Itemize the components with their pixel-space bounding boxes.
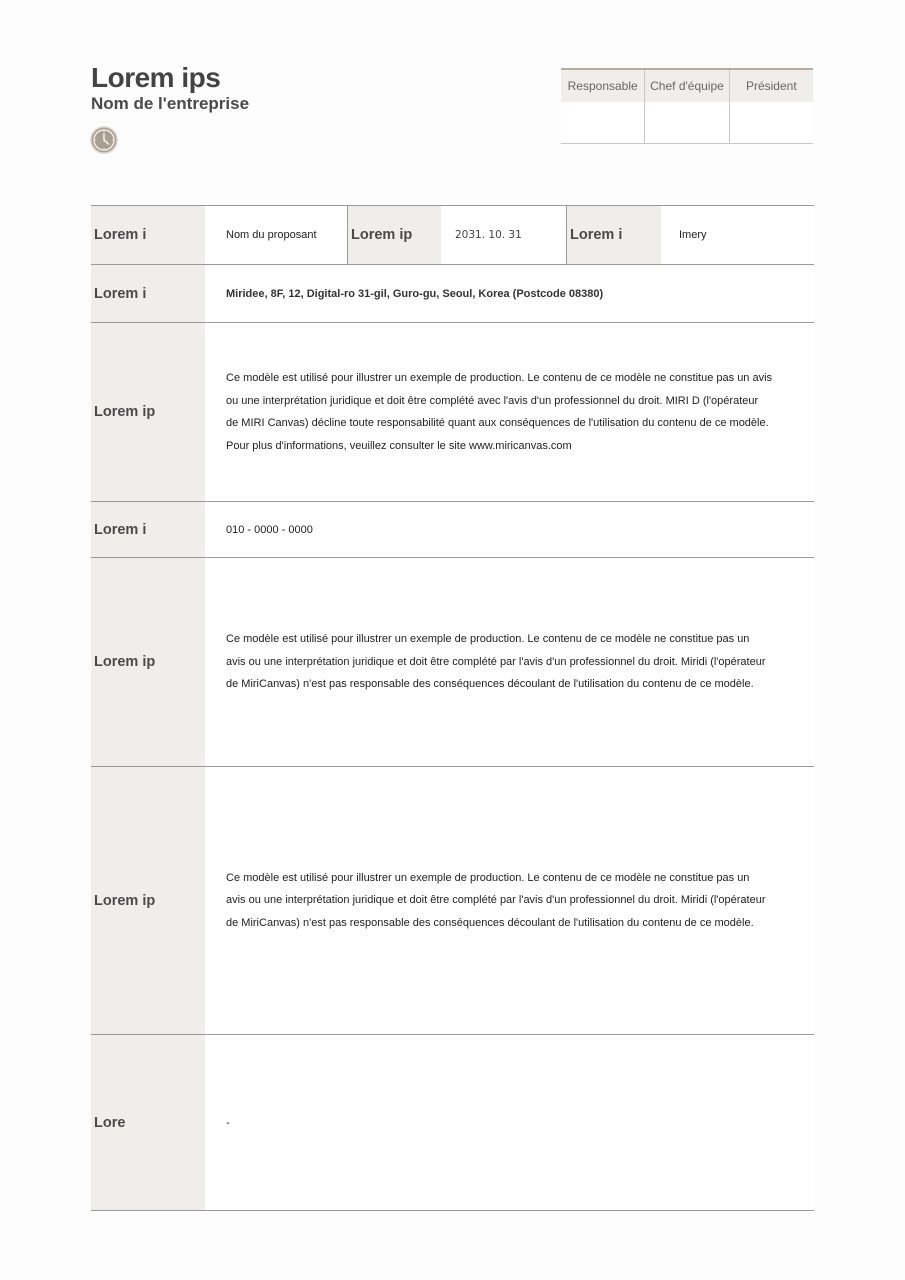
clock-icon [90, 126, 118, 154]
field-label: Lorem ip [91, 323, 205, 501]
form-row-notes [91, 1035, 814, 1211]
content-field-1[interactable] [205, 558, 814, 766]
form-row-address [91, 265, 814, 323]
approval-box [561, 68, 813, 144]
phone-field[interactable]: 010 - 0000 - 0000 [205, 502, 814, 557]
paragraph-line: de MiriCanvas) n'est pas responsable des conséquences découlant de l'utilisation du contenu de ce modèle. [226, 678, 754, 691]
paragraph-line: Ce modèle est utilisé pour illustrer un exemple de production. Le contenu de ce modèle ne constitue pas un [226, 871, 750, 884]
field-label: Lorem ip [91, 558, 205, 766]
form-row-content-2 [91, 767, 814, 1035]
notes-field[interactable]: - [205, 1035, 814, 1210]
field-label: Lorem ip [347, 206, 441, 264]
paragraph-line: Ce modèle est utilisé pour illustrer un exemple de production. Le contenu de ce modèle ne constitue pas un avis [226, 372, 773, 384]
form-row-phone [91, 502, 814, 558]
approval-header-chef: Chef d'équipe [644, 70, 728, 102]
form-row-description [91, 323, 814, 502]
field-label: Lorem i [91, 502, 205, 557]
signature-field-president[interactable] [729, 102, 813, 143]
paragraph-line: avis ou une interprétation juridique et doit être complété par l'avis d'un professionnel du droit. Miridi (l'opérateur [226, 894, 766, 907]
proposer-name-field[interactable]: Nom du proposant [205, 206, 347, 264]
paragraph-line: Ce modèle est utilisé pour illustrer un exemple de production. Le contenu de ce modèle ne constitue pas un [226, 633, 750, 646]
field-label: Lorem i [91, 265, 205, 322]
name-field[interactable]: Imery [661, 206, 814, 264]
signature-field-chef[interactable] [644, 102, 728, 143]
field-label: Lore [91, 1035, 205, 1210]
field-label: Lorem i [566, 206, 661, 264]
signature-field-responsable[interactable] [561, 102, 644, 143]
approval-header-president: Président [729, 70, 813, 102]
field-label: Lorem ip [91, 767, 205, 1034]
form-row-proposer [91, 206, 814, 265]
company-name: Nom de l'entreprise [91, 94, 250, 113]
paragraph-line: Pour plus d'informations, veuillez consulter le site www.miricanvas.com [226, 439, 572, 452]
approval-header-responsable: Responsable [561, 70, 644, 102]
description-field[interactable] [205, 323, 814, 501]
field-label: Lorem i [91, 206, 205, 264]
paragraph-line: de MiriCanvas) n'est pas responsable des conséquences découlant de l'utilisation du contenu de ce modèle. [226, 916, 754, 929]
document-title: Lorem ips [91, 62, 221, 93]
form-row-content-1 [91, 558, 814, 767]
address-field[interactable]: Miridee, 8F, 12, Digital-ro 31-gil, Guro-gu, Seoul, Korea (Postcode 08380) [205, 265, 814, 322]
date-field[interactable]: 2031. 10. 31 [441, 206, 566, 264]
paragraph-line: avis ou une interprétation juridique et doit être complété par l'avis d'un professionnel du droit. Miridi (l'opérateur [226, 655, 766, 668]
paragraph-line: de MIRI Canvas) décline toute responsabilité quant aux conséquences de l'utilisation du contenu de ce modèle. [226, 417, 769, 429]
content-field-2[interactable] [205, 767, 814, 1034]
paragraph-line: ou une interprétation juridique et doit être complété avec l'avis d'un professionnel du droit. MIRI D (l'opérateur [226, 394, 759, 407]
proposal-form [91, 205, 814, 1211]
